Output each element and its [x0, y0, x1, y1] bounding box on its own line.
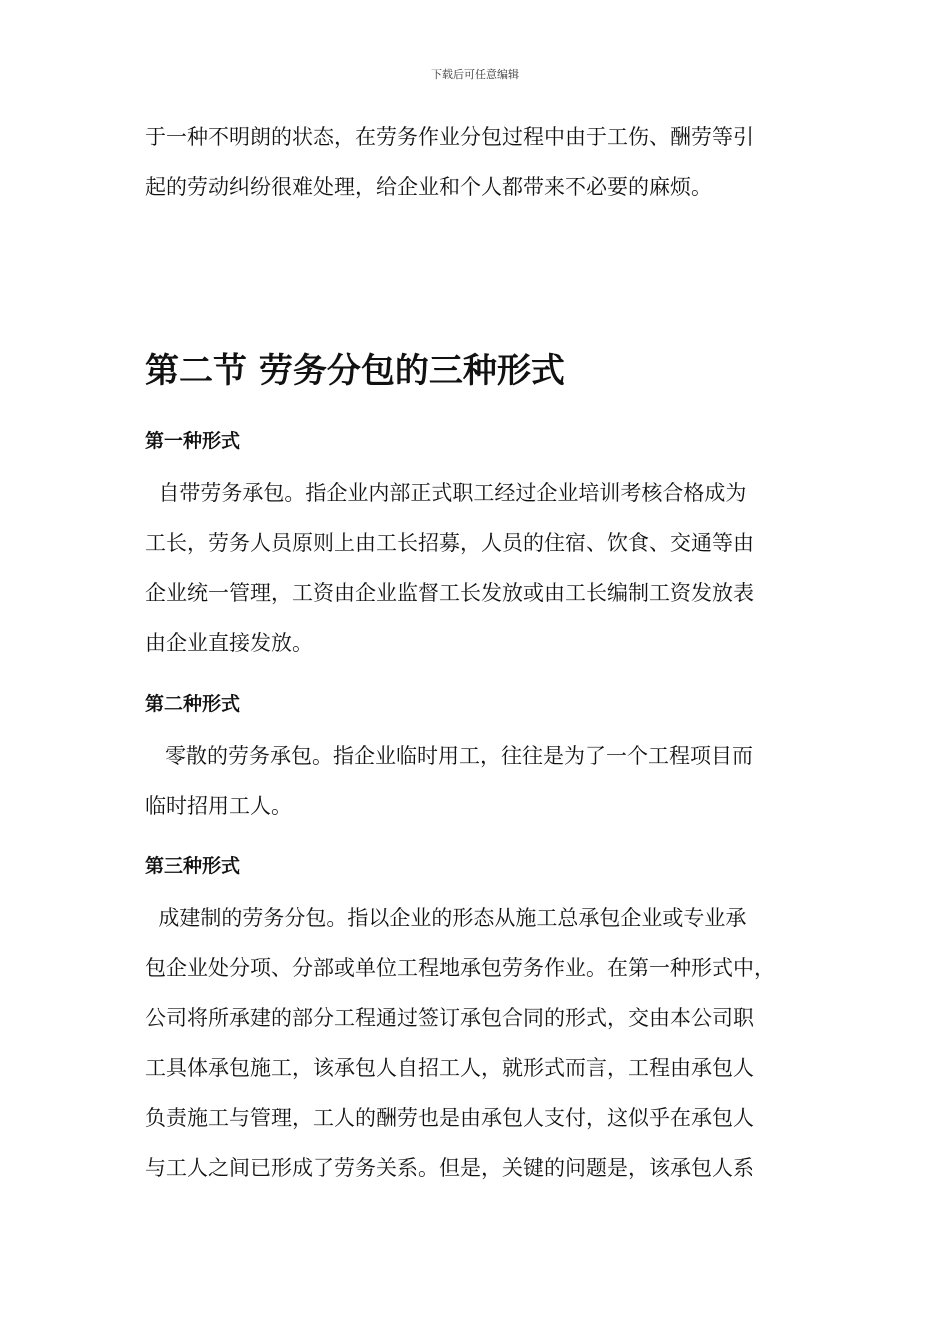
intro-line: 起的劳动纠纷很难处理，给企业和个人都带来不必要的麻烦。 [145, 175, 712, 199]
paragraph-line: 工长，劳务人员原则上由工长招募，人员的住宿、饮食、交通等由 [145, 531, 754, 555]
paragraph-line: 包企业处分项、分部或单位工程地承包劳务作业。在第一种形式中， [145, 956, 775, 980]
section-title: 第二节 劳务分包的三种形式 [145, 351, 565, 391]
form2-title: 第二种形式 [145, 693, 241, 715]
form1-paragraph [145, 468, 825, 668]
paragraph-line: 成建制的劳务分包。指以企业的形态从施工总承包企业或专业承 [145, 906, 747, 930]
paragraph-line: 公司将所承建的部分工程通过签订承包合同的形式，交由本公司职 [145, 1006, 754, 1030]
intro-line: 于一种不明朗的状态，在劳务作业分包过程中由于工伤、酬劳等引 [145, 125, 754, 149]
paragraph-line: 零散的劳务承包。指企业临时用工，往往是为了一个工程项目而 [145, 744, 754, 768]
paragraph-line: 由企业直接发放。 [145, 631, 313, 655]
paragraph-line: 与工人之间已形成了劳务关系。但是，关键的问题是，该承包人系 [145, 1156, 754, 1180]
page-header: 下载后可任意编辑 [431, 68, 519, 81]
paragraph-line: 企业统一管理，工资由企业监督工长发放或由工长编制工资发放表 [145, 581, 754, 605]
form2-paragraph [145, 731, 825, 831]
paragraph-line: 临时招用工人。 [145, 794, 292, 818]
form3-title: 第三种形式 [145, 855, 241, 877]
paragraph-line: 负责施工与管理，工人的酬劳也是由承包人支付，这似乎在承包人 [145, 1106, 754, 1130]
paragraph-line: 自带劳务承包。指企业内部正式职工经过企业培训考核合格成为 [145, 481, 747, 505]
document-body [145, 112, 825, 1193]
form1-title: 第一种形式 [145, 430, 241, 452]
form3-paragraph [145, 893, 825, 1193]
paragraph-line: 工具体承包施工，该承包人自招工人，就形式而言，工程由承包人 [145, 1056, 754, 1080]
